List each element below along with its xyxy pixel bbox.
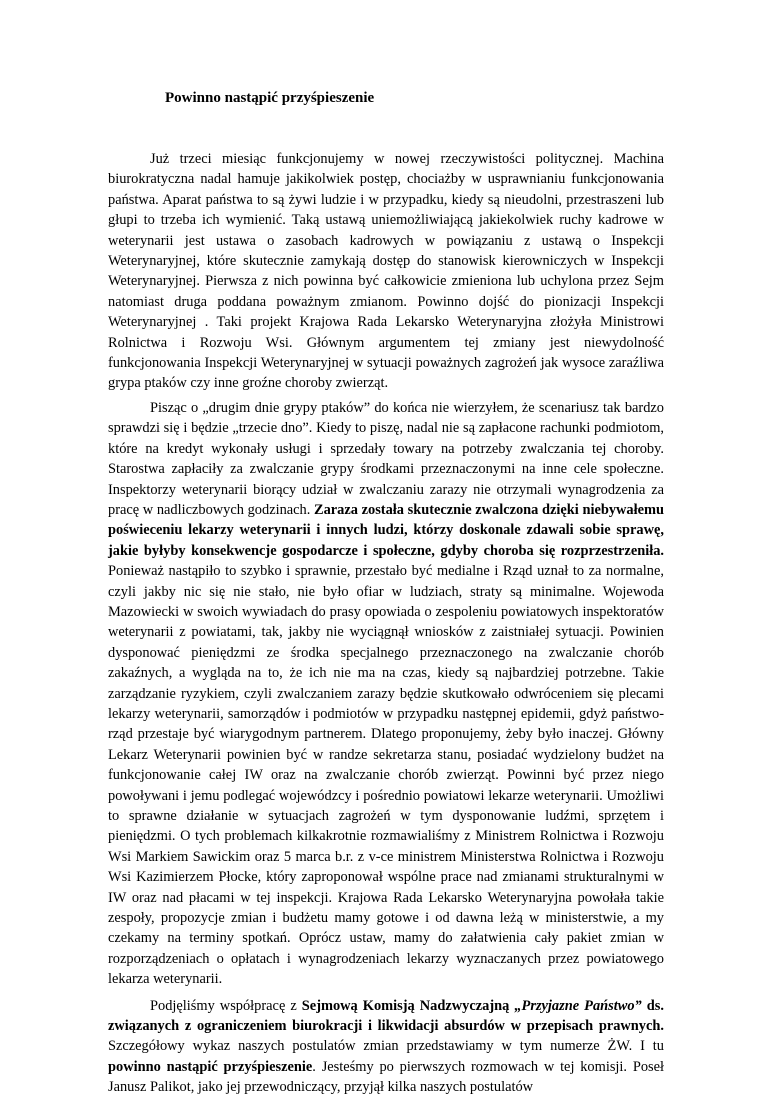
paragraph-3-bold-italic: „Przyjazne Państwo”: [514, 997, 642, 1014]
paragraph-3-text-a: Podjęliśmy współpracę z: [150, 997, 302, 1014]
paragraph-3-bold-3: powinno nastąpić przyśpieszenie: [108, 1058, 313, 1075]
paragraph-2-text-b: Ponieważ nastąpiło to szybko i sprawnie, przestało być medialne i Rząd uznał to za normalne, czyli jakby nic się nie stało, nie było ofiar w ludziach, straty są minimalne. Wojewoda Mazowiecki w swoich wywiadach do prasy opowiada o zespoleniu powiatowych inspektoratów weterynarii z powiatami, tak, jakby nie wyciągnął wniosków z zaistniałej sytuacji. Powinien dysponować pieniędzmi ze środka specjalnego przeznaczonego na zwalczanie chorób zakaźnych, a wygląda na to, że ich nie ma na czas, kiedy są najbardziej potrzebne. Takie zarządzanie ryzykiem, czyli zwalczaniem zarazy będzie skutkowało odwróceniem się plecami lekarzy weterynarii, samorządów i podmiotów w przypadku następnej epidemii, gdyż państwo-rząd przestaje być wiarygodnym partnerem. Dlatego proponujemy, żeby było inaczej. Główny Lekarz Weterynarii powinien być w randze sekretarza stanu, posiadać wydzielony budżet na funkcjonowanie całej IW oraz na zwalczanie chorób zwierząt. Powinni być przez niego powoływani i jemu podlegać wojewódzcy i pośrednio powiatowi lekarze weterynarii. Umożliwi to sprawne działanie w sytuacjach zagrożeń w tym dysponowanie ludźmi, sprzętem i pieniędzmi. O tych problemach kilkakrotnie rozmawialiśmy z Ministrem Rolnictwa i Rozwoju Wsi Markiem Sawickim oraz 5 marca b.r. z v-ce ministrem Ministerstwa Rolnictwa i Rozwoju Wsi Kazimierzem Płocke, który zaproponował wspólne prace nad zmianami strukturalnymi w IW oraz nad płacami w tej inspekcji. Krajowa Rada Lekarsko Weterynaryjna powołała takie zespoły, propozycje zmian i budżetu mamy gotowe i od dawna leżą w ministerstwie, a my czekamy na terminy spotkań. Oprócz ustaw, mamy do załatwienia cały pakiet zmian w rozporządzeniach o opłatach i wynagrodzeniach lekarzy wyznaczanych przez powiatowego lekarza weterynarii.: [108, 563, 664, 988]
paragraph-3-bold-1: Sejmową Komisją Nadzwyczajną: [301, 997, 515, 1014]
paragraph-3-text-c: . Jesteśmy po pierwszych rozmowach w tej komisji. Poseł Janusz Palikot, jako jej przewodniczący, przyjął kilka naszych postulatów: [108, 1058, 664, 1096]
paragraph-3: [108, 996, 664, 1098]
page-title: Powinno nastąpić przyśpieszenie: [165, 90, 375, 106]
paragraph-2: [108, 398, 664, 990]
paragraph-2-text-a: Pisząc o „drugim dnie grypy ptaków” do końca nie wierzyłem, że scenariusz tak bardzo sprawdzi się i będzie „trzecie dno”. Kiedy to piszę, nadal nie są zapłacone rachunki podmiotom, które na kredyt wykonały usługi i sprzedały towary na potrzeby zwalczania tej choroby. Starostwa zapłaciły za zwalczanie grypy środkami przeznaczonymi na inne cele społeczne. Inspektorzy weterynarii biorący udział w zwalczaniu zarazy nie otrzymali wynagrodzenia za pracę w nadliczbowych godzinach.: [108, 399, 664, 518]
article-body: [108, 149, 664, 1100]
paragraph-3-bold-2: ds. związanych z ograniczeniem biurokracji i likwidacji absurdów w przepisach prawnych.: [108, 997, 664, 1035]
paragraph-3-text-b: Szczegółowy wykaz naszych postulatów zmian przedstawiamy w tym numerze ŻW. I tu: [108, 1038, 664, 1055]
paragraph-2-bold: Zaraza została skutecznie zwalczona dzięki niebywałemu poświeceniu lekarzy weterynarii i innych ludzi, którzy doskonale zdawali sobie sprawę, jakie byłyby konsekwencje gospodarcze i społeczne, gdyby choroba się rozprzestrzeniła.: [108, 501, 665, 559]
paragraph-1: Już trzeci miesiąc funkcjonujemy w nowej rzeczywistości politycznej. Machina biurokratyczna nadal hamuje jakikolwiek postęp, chociażby w usprawnianiu funkcjonowania państwa. Aparat państwa to są żywi ludzie i w przypadku, kiedy są nieudolni, przestraszeni lub głupi to trzeba ich wymienić. Taką ustawą uniemożliwiającą jakiekolwiek ruchy kadrowe w weterynarii jest ustawa o zasobach kadrowych w powiązaniu z ustawą o Inspekcji Weterynaryjnej, które skutecznie zamykają dostęp do stanowisk kierowniczych w Inspekcji Weterynaryjnej. Pierwsza z nich powinna być całkowicie zmieniona lub uchylona przez Sejm natomiast druga poddana poważnym zmianom. Powinno dojść do pionizacji Inspekcji Weterynaryjnej . Taki projekt Krajowa Rada Lekarsko Weterynaryjna złożyła Ministrowi Rolnictwa i Rozwoju Wsi. Głównym argumentem tej zmiany jest niewydolność funkcjonowania Inspekcji Weterynaryjnej w sytuacji poważnych zagrożeń jak wysoce zaraźliwa grypa ptaków czy inne groźne choroby zwierząt.: [108, 151, 664, 392]
